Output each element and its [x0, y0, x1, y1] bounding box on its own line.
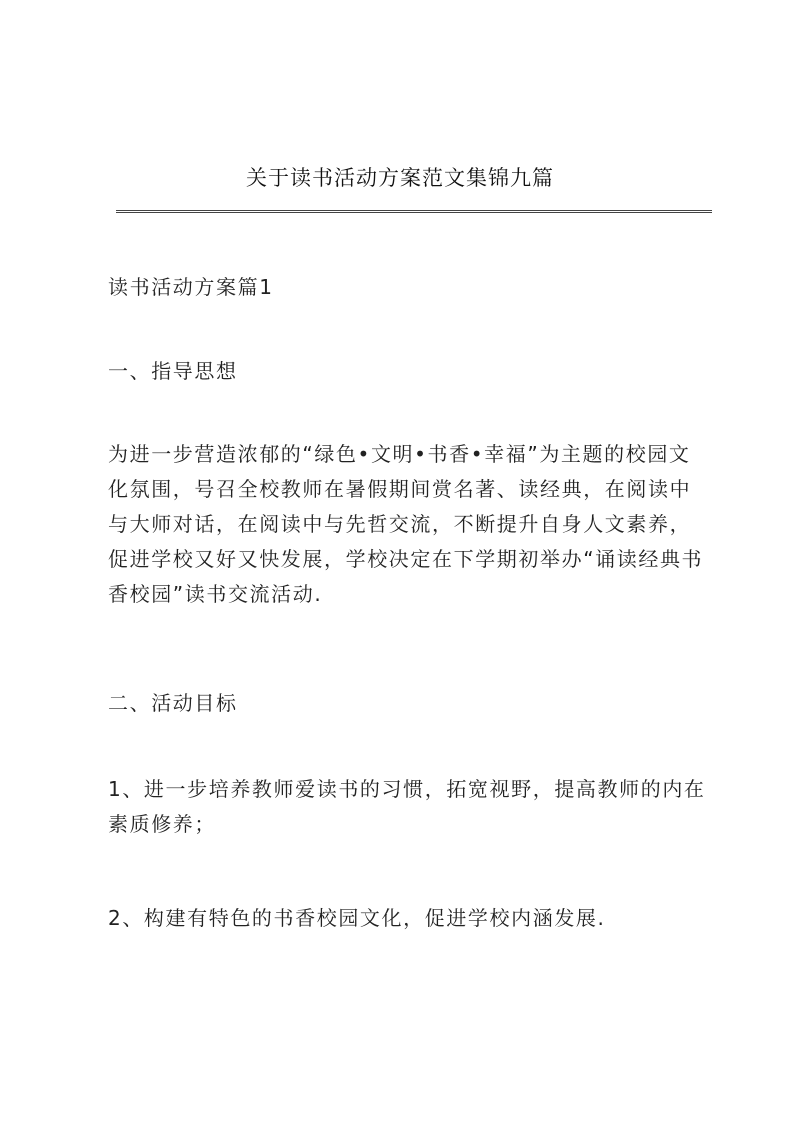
list-item-goal-1: 1、进一步培养教师爱读书的习惯，拓宽视野，提高教师的内在素质修养；	[108, 777, 706, 836]
paragraph-guiding-ideology: 为进一步营造浓郁的“绿色•文明•书香•幸福”为主题的校园文化氛围，号召全校教师在暑假期间赏名著、读经典，在阅读中与大师对话，在阅读中与先哲交流，不断提升自身人文素养，促进学校又好又快发展，学校决定在下学期初举办“诵读经典书香校园”读书交流活动.	[108, 442, 704, 606]
heading-guiding-ideology: 一、指导思想	[108, 359, 238, 383]
section-title: 读书活动方案篇1	[108, 275, 274, 299]
list-item-goal-2: 2、构建有特色的书香校园文化，促进学校内涵发展.	[108, 906, 606, 930]
heading-activity-goals: 二、活动目标	[108, 691, 238, 715]
document-title: 关于读书活动方案范文集锦九篇	[246, 166, 554, 190]
title-divider	[116, 210, 712, 213]
